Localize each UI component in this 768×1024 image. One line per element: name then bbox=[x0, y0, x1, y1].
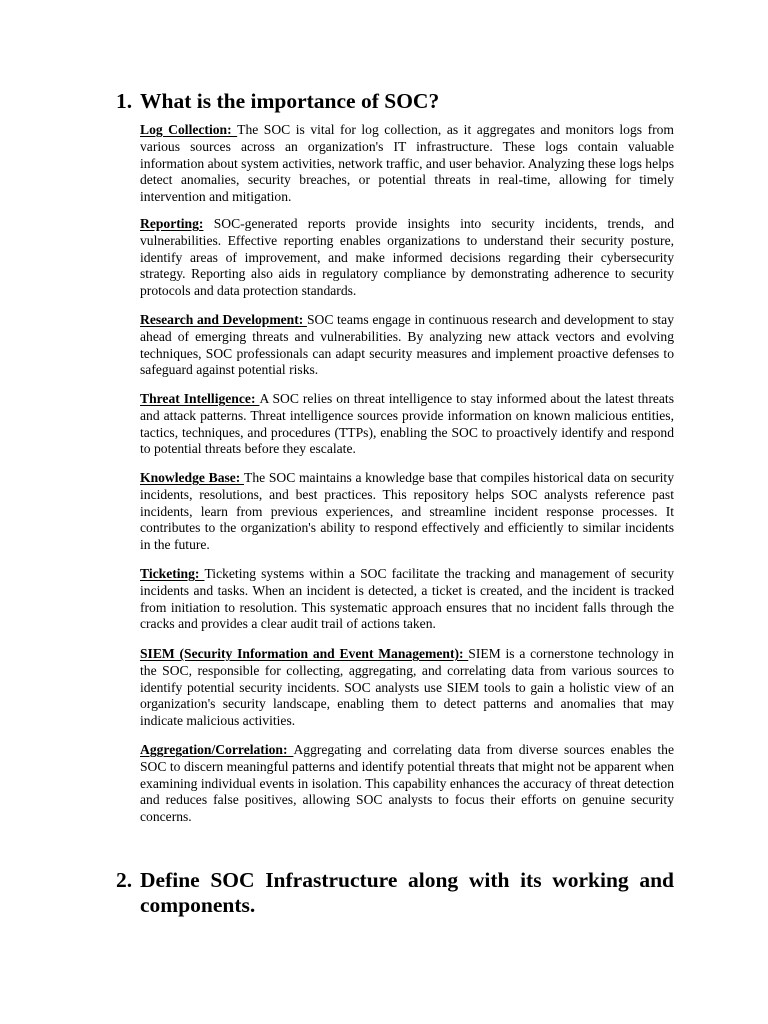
paragraph-siem bbox=[140, 646, 674, 730]
section-number: 2. bbox=[116, 868, 133, 892]
term-label: Threat Intelligence: bbox=[140, 391, 260, 406]
term-label: Reporting: bbox=[140, 216, 204, 231]
paragraph-reporting bbox=[140, 216, 674, 300]
term-label: Knowledge Base: bbox=[140, 470, 245, 485]
paragraph-text: The SOC maintains a knowledge base that compiles historical data on security incidents, resolutions, and best practices. This repository helps SOC analysts reference past incidents, learn from previous experiences, and streamline incident response processes. It contributes to the organization's ability to respond effectively and efficiently to similar incidents in the future. bbox=[140, 470, 674, 553]
paragraph-text: Ticketing systems within a SOC facilitate the tracking and management of security incidents and tasks. When an incident is detected, a ticket is created, and the incident is tracked from initiation to resolution. This systematic approach ensures that no incident falls through the cracks and provides a clear audit trail of actions taken. bbox=[140, 566, 675, 632]
paragraph-aggregation-correlation bbox=[140, 742, 674, 826]
term-label: Research and Development: bbox=[140, 312, 307, 327]
section-heading-2 bbox=[116, 868, 674, 918]
paragraph-text: SOC teams engage in continuous research and development to stay ahead of emerging threats and vulnerabilities. By analyzing new attack vectors and evolving techniques, SOC professionals can adapt security measures and implement proactive defenses to safeguard against potential risks. bbox=[140, 312, 674, 378]
term-label: Log Collection: bbox=[140, 122, 238, 137]
paragraph-text: A SOC relies on threat intelligence to stay informed about the latest threats and attack patterns. Threat intelligence sources provide information on known malicious entities, tactics, techniques, and procedures (TTPs), enabling the SOC to proactively identify and respond to potential threats before they escalate. bbox=[140, 391, 674, 457]
paragraph-ticketing bbox=[140, 566, 674, 633]
paragraph-research-and-development bbox=[140, 312, 674, 379]
section-number: 1. bbox=[116, 89, 133, 113]
paragraph-log-collection bbox=[140, 122, 674, 206]
paragraph-text: SIEM is a cornerstone technology in the SOC, responsible for collecting, aggregating, and correlating data from various sources to identify potential security incidents. SOC analysts use SIEM tools to gain a holistic view of an organization's security landscape, enabling them to detect patterns and anomalies that may indicate malicious activities. bbox=[140, 646, 674, 729]
paragraph-text: Aggregating and correlating data from diverse sources enables the SOC to discern meaningful patterns and identify potential threats that might not be apparent when examining individual events in isolation. This capability enhances the accuracy of threat detection and reduces false positives, allowing SOC analysts to focus their efforts on genuine security concerns. bbox=[140, 742, 674, 825]
paragraph-threat-intelligence bbox=[140, 391, 674, 458]
term-label: Aggregation/Correlation: bbox=[140, 742, 294, 757]
section-title: Define SOC Infrastructure along with its working and components. bbox=[140, 868, 674, 917]
section-heading-1 bbox=[116, 89, 674, 114]
paragraph-knowledge-base bbox=[140, 470, 674, 554]
paragraph-text: SOC-generated reports provide insights into security incidents, trends, and vulnerabilities. Effective reporting enables organizations to understand their security posture, identify areas of improvement, and make informed decisions regarding their cybersecurity strategy. Reporting also aids in regulatory compliance by demonstrating adherence to security protocols and data protection standards. bbox=[140, 216, 674, 299]
paragraph-text: The SOC is vital for log collection, as it aggregates and monitors logs from various sources across an organization's IT infrastructure. These logs contain valuable information about system activities, network traffic, and user behavior. Analyzing these logs helps detect anomalies, security breaches, or potential threats in real-time, allowing for timely intervention and mitigation. bbox=[140, 122, 674, 205]
section-title: What is the importance of SOC? bbox=[140, 89, 440, 113]
term-label: Ticketing: bbox=[140, 566, 205, 581]
term-label: SIEM (Security Information and Event Management): bbox=[140, 646, 469, 661]
